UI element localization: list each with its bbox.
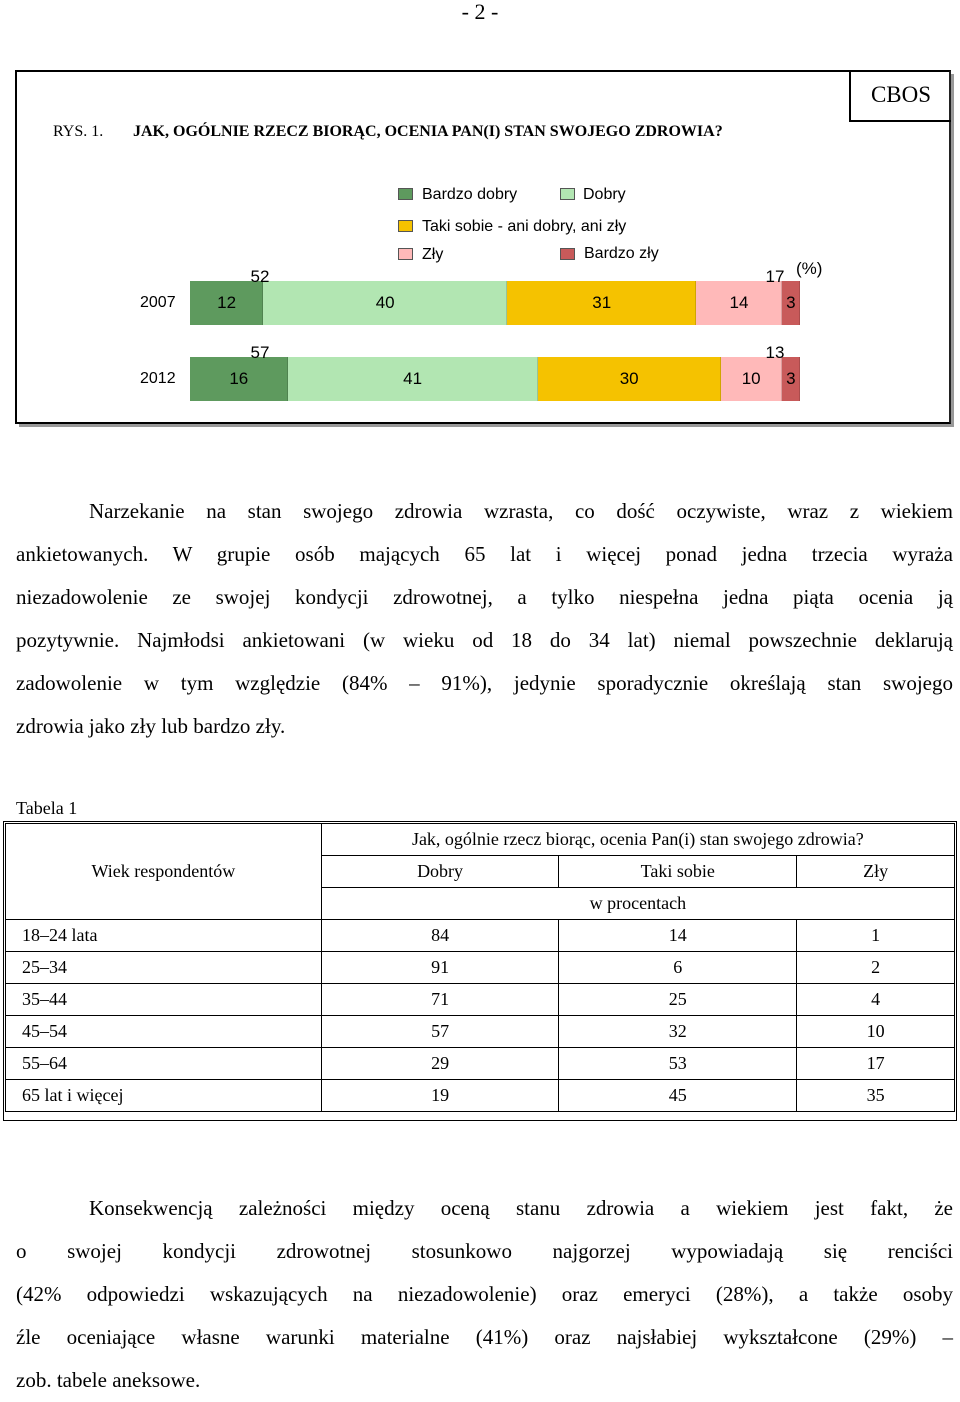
legend-label-bardzo-dobry: Bardzo dobry	[422, 186, 518, 203]
table-row-age: 25–34	[6, 952, 322, 984]
table-unit-row: w procentach	[321, 888, 954, 920]
table-cell: 2	[797, 952, 955, 984]
table-row-age: 35–44	[6, 984, 322, 1016]
table-cell: 29	[321, 1048, 559, 1080]
table-row	[6, 1048, 955, 1080]
data-table	[5, 823, 955, 1112]
paragraph-2-line-5: zob. tabele aneksowe.	[16, 1368, 201, 1392]
table-cell: 45	[559, 1080, 797, 1112]
paragraph-2-line-2: o swojej kondycji zdrowotnej stosunkowo najgorzej wypowiadają się renciści	[16, 1239, 953, 1263]
legend-label-bardzo-zly: Bardzo zły	[584, 245, 659, 262]
bar-value-taki-sobie-2012: 30	[619, 369, 639, 388]
table-cell: 71	[321, 984, 559, 1016]
table-cell: 57	[321, 1016, 559, 1048]
table-col-dobry: Dobry	[321, 856, 559, 888]
table-caption: Tabela 1	[16, 798, 78, 818]
table-cell: 32	[559, 1016, 797, 1048]
legend-swatch-bardzo-zly	[560, 248, 575, 260]
legend-swatch-bardzo-dobry	[398, 188, 413, 200]
table-row	[6, 984, 955, 1016]
legend-label-zly: Zły	[422, 246, 444, 263]
figure-shadow-bottom	[19, 424, 954, 427]
positive-total-2012: 57	[250, 343, 270, 362]
table-cell: 35	[797, 1080, 955, 1112]
table-col-taki-sobie: Taki sobie	[559, 856, 797, 888]
paragraph-2-line-4: źle oceniające własne warunki materialne (41%) oraz najsłabiej wykształcone (29%) –	[16, 1325, 953, 1349]
table-body	[6, 920, 955, 1112]
paragraph-2-line-1: Konsekwencją zależności między oceną stanu zdrowia a wiekiem jest fakt, że	[89, 1196, 953, 1220]
legend-swatch-taki-sobie	[398, 220, 413, 232]
paragraph-2-line-3: (42% odpowiedzi wskazujących na niezadowolenie) oraz emeryci (28%), a także osoby	[16, 1282, 953, 1306]
figure-title: JAK, OGÓLNIE RZECZ BIORĄC, OCENIA PAN(I) STAN SWOJEGO ZDROWIA?	[133, 123, 723, 140]
table-row-age: 18–24 lata	[6, 920, 322, 952]
paragraph-2	[16, 1187, 953, 1402]
legend-swatch-dobry	[560, 188, 575, 200]
table-row	[6, 952, 955, 984]
bar-value-bardzo-zly-2012: 3	[786, 369, 796, 388]
bar-value-bardzo-dobry-2012: 16	[229, 369, 249, 388]
paragraph-1-line-2: ankietowanych. W grupie osób mających 65 lat i więcej ponad jedna trzecia wyraża	[16, 542, 953, 566]
table-cell: 6	[559, 952, 797, 984]
legend-swatch-zly	[398, 248, 413, 260]
source-label: CBOS	[849, 70, 951, 122]
table-cell: 4	[797, 984, 955, 1016]
paragraph-1-line-5: zadowolenie w tym względzie (84% – 91%), jedynie sporadycznie określają stan swojego	[16, 671, 953, 695]
bar-value-dobry-2007: 40	[375, 293, 395, 312]
table-row	[6, 1080, 955, 1112]
legend-label-taki-sobie: Taki sobie - ani dobry, ani zły	[422, 218, 627, 235]
bar-value-bardzo-zly-2007: 3	[786, 293, 796, 312]
figure-label: RYS. 1.	[53, 123, 104, 140]
table-cell: 14	[559, 920, 797, 952]
paragraph-1-line-3: niezadowolenie ze swojej kondycji zdrowotnej, a tylko niespełna jedna piąta ocenia ją	[16, 585, 953, 609]
table-row-header: Wiek respondentów	[6, 824, 322, 920]
table-cell: 25	[559, 984, 797, 1016]
table-col-zly: Zły	[797, 856, 955, 888]
table-cell: 84	[321, 920, 559, 952]
table-cell: 91	[321, 952, 559, 984]
paragraph-1	[16, 490, 953, 748]
table-row	[6, 920, 955, 952]
bar-value-zly-2007: 14	[729, 293, 749, 312]
paragraph-1-line-4: pozytywnie. Najmłodsi ankietowani (w wieku od 18 do 34 lat) niemal powszechnie deklarują	[16, 628, 953, 652]
bar-value-dobry-2012: 41	[403, 369, 423, 388]
page-number: - 2 -	[461, 0, 499, 24]
negative-total-2007: 17	[765, 267, 785, 286]
table-row-age: 55–64	[6, 1048, 322, 1080]
positive-total-2007: 52	[250, 267, 270, 286]
year-label-2012: 2012	[140, 370, 176, 387]
table-row	[6, 1016, 955, 1048]
bar-value-taki-sobie-2007: 31	[592, 293, 612, 312]
negative-total-2012: 13	[765, 343, 785, 362]
table-cell: 17	[797, 1048, 955, 1080]
year-label-2007: 2007	[140, 294, 176, 311]
bar-value-zly-2012: 10	[741, 369, 761, 388]
table-cell: 1	[797, 920, 955, 952]
table-cell: 53	[559, 1048, 797, 1080]
table-cell: 19	[321, 1080, 559, 1112]
paragraph-1-line-6: zdrowia jako zły lub bardzo zły.	[16, 714, 286, 738]
unit-label: (%)	[796, 259, 823, 278]
figure-shadow-right	[951, 74, 954, 426]
bar-value-bardzo-dobry-2007: 12	[217, 293, 237, 312]
paragraph-1-line-1: Narzekanie na stan swojego zdrowia wzrasta, co dość oczywiste, wraz z wiekiem	[89, 499, 953, 523]
table-question: Jak, ogólnie rzecz biorąc, ocenia Pan(i) stan swojego zdrowia?	[321, 824, 954, 856]
table-row-age: 65 lat i więcej	[6, 1080, 322, 1112]
table-row-age: 45–54	[6, 1016, 322, 1048]
table-cell: 10	[797, 1016, 955, 1048]
legend-label-dobry: Dobry	[583, 186, 626, 203]
